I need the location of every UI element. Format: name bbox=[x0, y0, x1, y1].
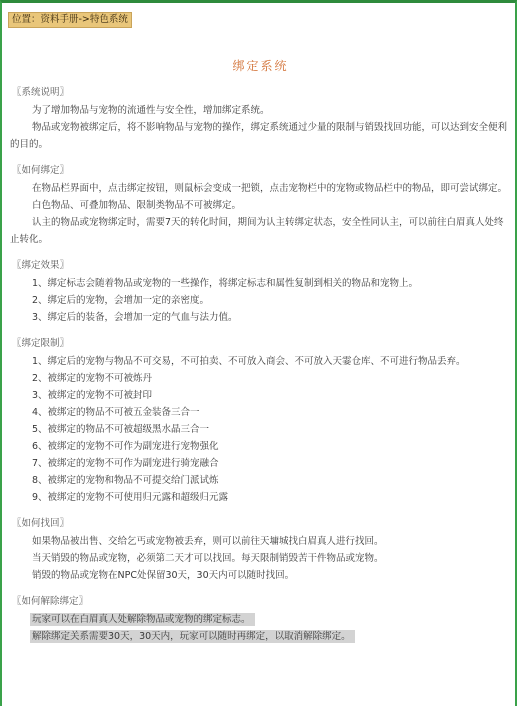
section-system-intro bbox=[10, 86, 508, 153]
highlighted-text: 解除绑定关系需要30天，30天内，玩家可以随时再绑定，以取消解除绑定。 bbox=[30, 630, 355, 643]
list-item: 8、被绑定的宠物和物品不可提交给门派试炼 bbox=[32, 475, 219, 486]
list-item: 5、被绑定的物品不可被超级黑水晶三合一 bbox=[32, 424, 210, 435]
section-how-to-unbind bbox=[10, 595, 508, 645]
list-item: 1、绑定标志会随着物品或宠物的一些操作，将绑定标志和属性复制到相关的物品和宠物上。 bbox=[32, 278, 419, 289]
list-item: 4、被绑定的物品不可被五金装备三合一 bbox=[32, 407, 200, 418]
breadcrumb: 位置：资料手册->特色系统 bbox=[8, 12, 132, 28]
section-heading: 〖绑定限制〗 bbox=[12, 338, 70, 349]
section-heading: 〖如何找回〗 bbox=[12, 518, 70, 529]
section-heading: 〖系统说明〗 bbox=[12, 87, 70, 98]
paragraph: 如果物品被出售、交给乞丐或宠物被丢弃，则可以前往天墉城找白眉真人进行找回。 bbox=[32, 536, 384, 547]
paragraph: 物品或宠物被绑定后，将不影响物品与宠物的操作，绑定系统通过少量的限制与销毁找回功能，可以达到安全便利的目的。 bbox=[10, 122, 508, 150]
section-bind-limits bbox=[10, 337, 508, 506]
list-item: 9、被绑定的宠物不可使用归元露和超级归元露 bbox=[32, 492, 229, 503]
list-item: 3、绑定后的装备，会增加一定的气血与法力值。 bbox=[32, 312, 238, 323]
list-item: 2、绑定后的宠物，会增加一定的亲密度。 bbox=[32, 295, 210, 306]
list-item: 2、被绑定的宠物不可被炼丹 bbox=[32, 373, 153, 384]
paragraph: 当天销毁的物品或宠物，必须第二天才可以找回。每天限制销毁苦干件物品或宠物。 bbox=[32, 553, 384, 564]
highlighted-text: 玩家可以在白眉真人处解除物品或宠物的绑定标志。 bbox=[30, 613, 255, 626]
section-how-to-recover bbox=[10, 517, 508, 584]
paragraph bbox=[10, 611, 508, 628]
paragraph: 销毁的物品或宠物在NPC处保留30天，30天内可以随时找回。 bbox=[32, 570, 295, 581]
paragraph: 在物品栏界面中，点击绑定按钮，则鼠标会变成一把锁，点击宠物栏中的宠物或物品栏中的物品，即可尝试绑定。 bbox=[32, 183, 508, 194]
section-bind-effects bbox=[10, 259, 508, 326]
paragraph: 为了增加物品与宠物的流通性与安全性，增加绑定系统。 bbox=[32, 105, 270, 116]
list-item: 1、绑定后的宠物与物品不可交易，不可拍卖、不可放入商会、不可放入天霎仓库、不可进行物品丢弃。 bbox=[32, 356, 466, 367]
breadcrumb-bar bbox=[4, 6, 515, 28]
list-item: 6、被绑定的宠物不可作为副宠进行宠物强化 bbox=[32, 441, 219, 452]
paragraph: 白色物品、可叠加物品、限制类物品不可被绑定。 bbox=[32, 200, 242, 211]
section-heading: 〖绑定效果〗 bbox=[12, 260, 70, 271]
section-heading: 〖如何绑定〗 bbox=[12, 165, 70, 176]
section-how-to-bind bbox=[10, 164, 508, 248]
section-heading: 〖如何解除绑定〗 bbox=[12, 596, 89, 607]
paragraph: 认主的物品或宠物绑定时，需要7天的转化时间，期间为认主转绑定状态，安全性同认主，可以前往白眉真人处终止转化。 bbox=[10, 217, 504, 245]
list-item: 3、被绑定的宠物不可被封印 bbox=[32, 390, 153, 401]
content-area bbox=[10, 86, 508, 656]
page-title: 绑定系统 bbox=[232, 59, 289, 73]
paragraph bbox=[10, 628, 508, 645]
list-item: 7、被绑定的宠物不可作为副宠进行骑宠融合 bbox=[32, 458, 219, 469]
